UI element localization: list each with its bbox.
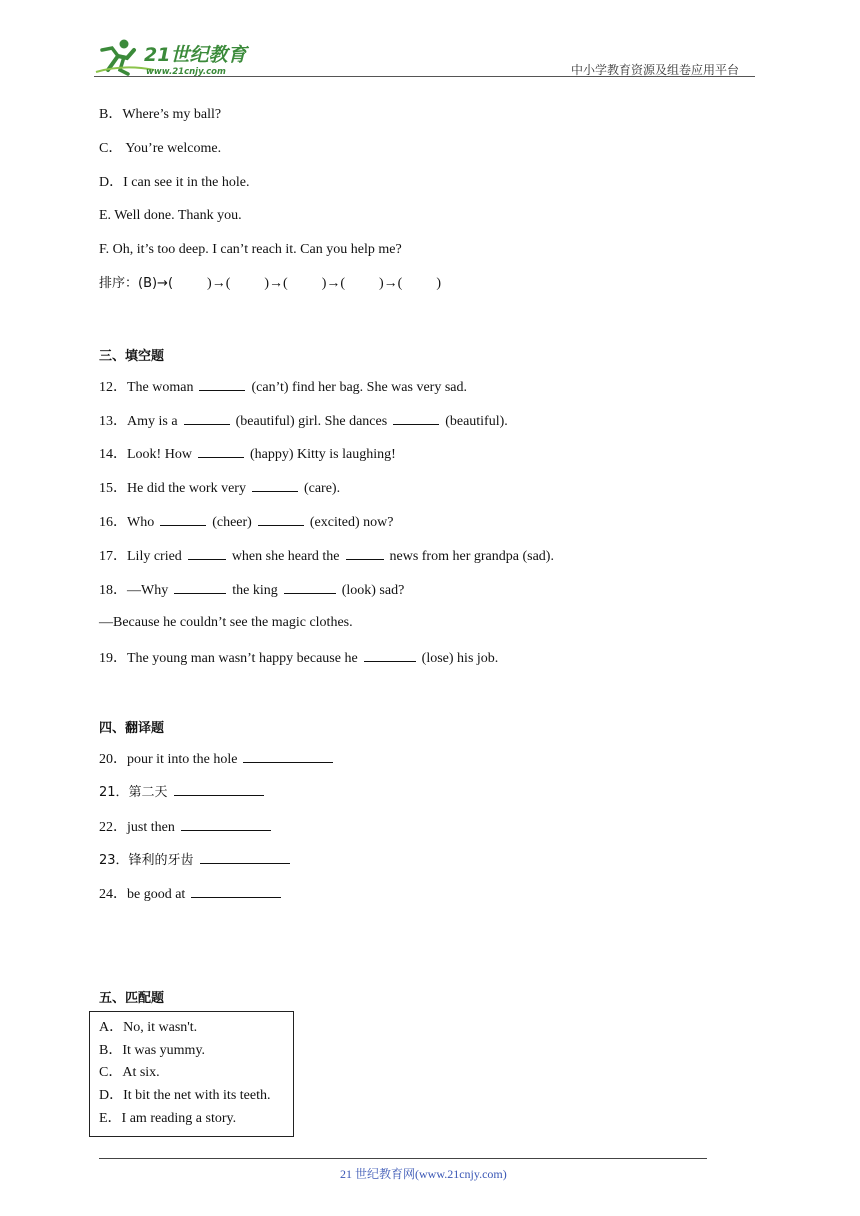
match-option-e: E．I am reading a story. (99, 1111, 237, 1126)
site-logo (94, 34, 264, 78)
q13-text-a: 13．Amy is a (99, 414, 178, 429)
question-14 (99, 444, 396, 464)
question-12 (99, 377, 467, 397)
q16-blank-1[interactable] (160, 512, 206, 526)
q19-text-a: 19．The young man wasn’t happy because he (99, 651, 358, 666)
q22-blank[interactable] (181, 817, 271, 831)
q15-blank-1[interactable] (252, 478, 298, 492)
header-divider (94, 76, 755, 77)
footer-link[interactable]: 21 世纪教育网(www.21cnjy.com) (340, 1167, 507, 1181)
q15-text-b: (care). (303, 481, 341, 496)
match-option-c: C．At six. (99, 1065, 160, 1080)
q14-blank-1[interactable] (198, 444, 244, 458)
logo-text: 21世纪教育 (144, 44, 247, 66)
q12-text-a: 12．The woman (99, 380, 194, 395)
order-part-3: )→( (321, 276, 346, 291)
q13-text-b: (beautiful) girl. She dances (235, 414, 388, 429)
q18-text-a: 18．—Why (99, 583, 169, 598)
q17-text-a: 17．Lily cried (99, 549, 182, 564)
order-part-2: )→( (264, 276, 288, 291)
q12-blank-1[interactable] (199, 377, 245, 391)
q21-text: 21．第二天 (99, 785, 168, 800)
match-option-a: A．No, it wasn't. (99, 1020, 198, 1035)
order-row (99, 275, 441, 293)
q21-blank[interactable] (174, 782, 264, 796)
q24-blank[interactable] (191, 884, 281, 898)
q18-text-c: (look) sad? (341, 583, 405, 598)
option-c: C． You’re welcome. (99, 141, 222, 156)
q13-text-c: (beautiful). (445, 414, 508, 429)
option-b: B．Where’s my ball? (99, 107, 222, 122)
q16-blank-2[interactable] (258, 512, 304, 526)
section-5-title: 五、匹配题 (99, 991, 165, 1006)
order-label: 排序：(B)→( (99, 276, 174, 291)
q19-text-b: (lose) his job. (421, 651, 499, 666)
option-f: F. Oh, it’s too deep. I can’t reach it. Can you help me? (99, 242, 402, 257)
q16-text-a: 16．Who (99, 515, 155, 530)
q17-text-b: when she heard the (231, 549, 340, 564)
q18-text-b: the king (232, 583, 278, 598)
option-d: D．I can see it in the hole. (99, 175, 250, 190)
q23-text: 23．锋利的牙齿 (99, 853, 194, 868)
order-part-1: )→( (207, 276, 231, 291)
question-20 (99, 749, 339, 769)
q13-blank-2[interactable] (393, 411, 439, 425)
question-15 (99, 478, 340, 498)
question-24 (99, 884, 287, 904)
q20-blank[interactable] (243, 749, 333, 763)
question-13 (99, 411, 508, 431)
section-3-title: 三、填空题 (99, 349, 165, 364)
question-22 (99, 817, 277, 837)
order-part-5: ) (436, 276, 442, 291)
question-16 (99, 512, 393, 532)
question-17 (99, 546, 554, 566)
question-21 (99, 782, 270, 802)
question-23 (99, 850, 296, 870)
q22-text: 22．just then (99, 820, 175, 835)
q13-blank-1[interactable] (184, 411, 230, 425)
q12-text-b: (can’t) find her bag. She was very sad. (251, 380, 467, 395)
footer-divider (99, 1158, 707, 1159)
section-4-title: 四、翻译题 (99, 721, 165, 736)
q18-answer: —Because he couldn’t see the magic clothes. (99, 615, 353, 630)
match-option-b: B．It was yummy. (99, 1043, 206, 1058)
q17-blank-1[interactable] (188, 546, 226, 560)
q15-text-a: 15．He did the work very (99, 481, 246, 496)
q18-blank-2[interactable] (284, 580, 336, 594)
match-option-d: D．It bit the net with its teeth. (99, 1088, 271, 1103)
q24-text: 24．be good at (99, 887, 186, 902)
q17-blank-2[interactable] (346, 546, 384, 560)
question-18 (99, 580, 404, 600)
q16-text-c: (excited) now? (309, 515, 394, 530)
q14-text-b: (happy) Kitty is laughing! (249, 447, 396, 462)
q17-text-c: news from her grandpa (sad). (389, 549, 554, 564)
order-part-4: )→( (379, 276, 403, 291)
q18-blank-1[interactable] (174, 580, 226, 594)
q23-blank[interactable] (200, 850, 290, 864)
header-platform-text: 中小学教育资源及组卷应用平台 (571, 63, 740, 77)
q16-text-b: (cheer) (212, 515, 252, 530)
q19-blank-1[interactable] (364, 648, 416, 662)
q14-text-a: 14．Look! How (99, 447, 192, 462)
logo-url: www.21cnjy.com (146, 67, 226, 77)
q20-text: 20．pour it into the hole (99, 752, 238, 767)
question-19 (99, 648, 498, 668)
option-e: E. Well done. Thank you. (99, 208, 242, 223)
